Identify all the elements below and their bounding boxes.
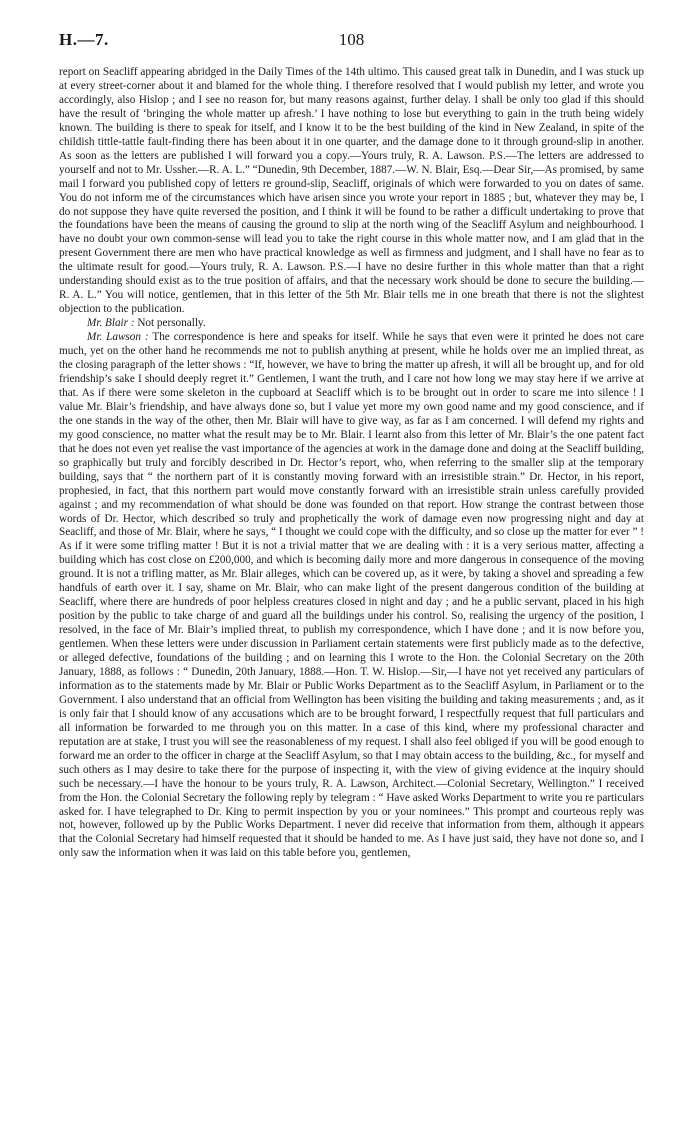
speaker-label: Mr. Blair : bbox=[87, 317, 135, 330]
page-header bbox=[59, 30, 644, 66]
paragraph-text: The correspondence is here and speaks for itself. While he says that even were it printed he does not care much, yet on the other hand he recommends me not to publish anything at present, while he holds over me an implied threat, as the closing paragraph of the letter shows : “If, however, we have to bring the matter up afresh, it will all be brought up, and for old friendship’s sake I should deeply regret it.” Gentlemen, I want the truth, and I care not how long we may stay here if we arrive at that. As if there were some skeleton in the cupboard at Seacliff which is to be brought out in order to scare me into silence ! I value Mr. Blair’s friendship, and have always done so, but I value yet more my own good name and my good conscience, and if the one stands in the way of the other, then Mr. Blair will have to give way, as far as I am concerned. I will defend my rights and my good conscience, no matter what the result may be to Mr. Blair. I learnt also from this letter of Mr. Blair’s the one patent fact that he does not even yet realise the vast importance of the agencies at work in the damage done and doing at the Seacliff building, so graphically but truly and forcibly described in Dr. Hector’s report, who, when referring to the smaller slip at the temporary building, says that “ the northern part of it is constantly moving forward with an irresistible strain.” Dr. Hector, in his report, prophesied, in fact, that this northern part would move constantly forward with an irresistible strain unless carefully provided against ; and my recommendation of what should be done was founded on that report. How strange the contrast between those words of Dr. Hector, which described so truly and prophetically the work of damage even now progressing night and day at Seacliff, and those of Mr. Blair, where he says, “ I thought we could cope with the difficulty, and so close up the matter for ever ” ! As if it were some trifling matter ! But it is not a trivial matter that we are dealing with : it is a very serious matter, affecting a building which has cost close on £200,000, and which is becoming daily more and more dangerous in consequence of the moving ground. It is not a trifling matter, as Mr. Blair alleges, which can be covered up, as it were, by taking a shovel and spreading a few handfuls of earth over it. I say, shame on Mr. Blair, who can make light of the present dangerous condition of the building at Seacliff, where there are hundreds of poor helpless creatures closed in night and day ; and he a public servant, placed in his high position by the public to take charge of and guard all the buildings under his control. So, realising the urgency of the position, I resolved, in the face of Mr. Blair’s implied threat, to publish my correspondence, which I have done ; and it is now before you, gentlemen. When these letters were under discussion in Parliament certain statements were first publicly made as to the defective, or alleged defective, foundations of the building ; and on learning this I wrote to the Hon. the Colonial Secretary on the 20th January, 1888, as follows : “ Dunedin, 20th January, 1888.—Hon. T. W. Hislop.—Sir,—I have not yet received any particulars of information as to the statements made by Mr. Blair or Public Works Department as to the Seacliff Asylum, in Parliament or to the Government. I also understand that an official from Wellington has been visiting the building and taking measurements ; and, as it is only fair that I should know of any accusations which are to be brought forward, I respectfully request that full particulars and all information be forwarded to me through you on this matter. In a case of this kind, where my professional character and reputation are at stake, I trust you will see the reasonableness of my request. I shall also feel obliged if you will be good enough to forward me an order to the officer in charge at the Seacliff Asylum, so that I may obtain access to the building, &c., for myself and such others as I may desire to take there for the purpose of inspecting it, with the view of giving evidence at the inquiry should such be necessary.—I have the honour to be yours truly, R. A. Lawson, Architect.—Colonial Secretary, Wellington.” I received from the Hon. the Colonial Secretary the following reply by telegram : “ Have asked Works Department to write you re particulars asked for. I have telegraphed to Dr. King to permit inspection by you or your nominees.” This prompt and courteous reply was not, however, followed up by the Public Works Department. I never did receive that information from them, although it appears that the Colonial Secretary had himself requested that it should be handed to me. As I have just said, they have not done so, and I only saw the information when it was laid on this table before you, gentlemen, bbox=[59, 331, 644, 860]
speaker-label: Mr. Lawson : bbox=[87, 331, 149, 344]
paragraph-lawson-statement bbox=[59, 331, 644, 861]
paragraph-blair-reply bbox=[59, 317, 644, 331]
page-number: 108 bbox=[338, 30, 365, 49]
paragraph-continuation bbox=[59, 66, 644, 317]
paragraph-text: Not personally. bbox=[137, 317, 206, 330]
paragraph-text: report on Seacliff appearing abridged in the Daily Times of the 14th ultimo. This caused great talk in Dunedin, and I was stuck up at every street-corner about it and blamed for the whole thing. I therefore resolved that I would publish my letter, and wrote you accordingly, also Hislop ; and I see no reason for, but many reasons against, further delay. I shall be only too glad if this should have the result of ‘bringing the whole matter up afresh.’ I have nothing to lose but everything to gain in the truth being widely known. The building is there to speak for itself, and I know it to be the best building of the kind in New Zealand, in spite of the childish tittle-tattle fault-finding there has been about it in one quarter, and the damage done to it through ground-slip in another. As soon as the letters are published I will forward you a copy.—Yours truly, R. A. Lawson. P.S.—The letters are addressed to yourself and not to Mr. Ussher.—R. A. L.” “Dunedin, 9th December, 1887.—W. N. Blair, Esq.—Dear Sir,—As promised, by same mail I forward you published copy of letters re ground-slip, Seacliff, originals of which were forwarded to you on dates of same. You do not inform me of the circumstances which have arisen since you wrote your report in 1885 ; but, whatever they may be, I do not suppose they have quite reversed the position, and I think it will be found to be rather a difficult undertaking to prove that the foundations have been the means of causing the ground to slip at the north wing of the Seacliff Asylum and neighbourhood. I have no doubt your own common-sense will lead you to take the right course in this whole matter now, and I am glad that in the present Government there are men who have practical knowledge as well as firmness and judgment, and I shall have no fear as to the ultimate result for good.—Yours truly, R. A. Lawson. P.S.—I have no desire further in this whole matter than that a right understanding should exist as to the true position of affairs, and that the necessary work should be done to secure the building.—R. A. L.” You will notice, gentlemen, that in this letter of the 5th Mr. Blair tells me in one breath that there is not the slightest objection to the publication. bbox=[59, 66, 644, 316]
document-reference: H.—7. bbox=[59, 30, 109, 49]
body-text bbox=[59, 66, 644, 861]
